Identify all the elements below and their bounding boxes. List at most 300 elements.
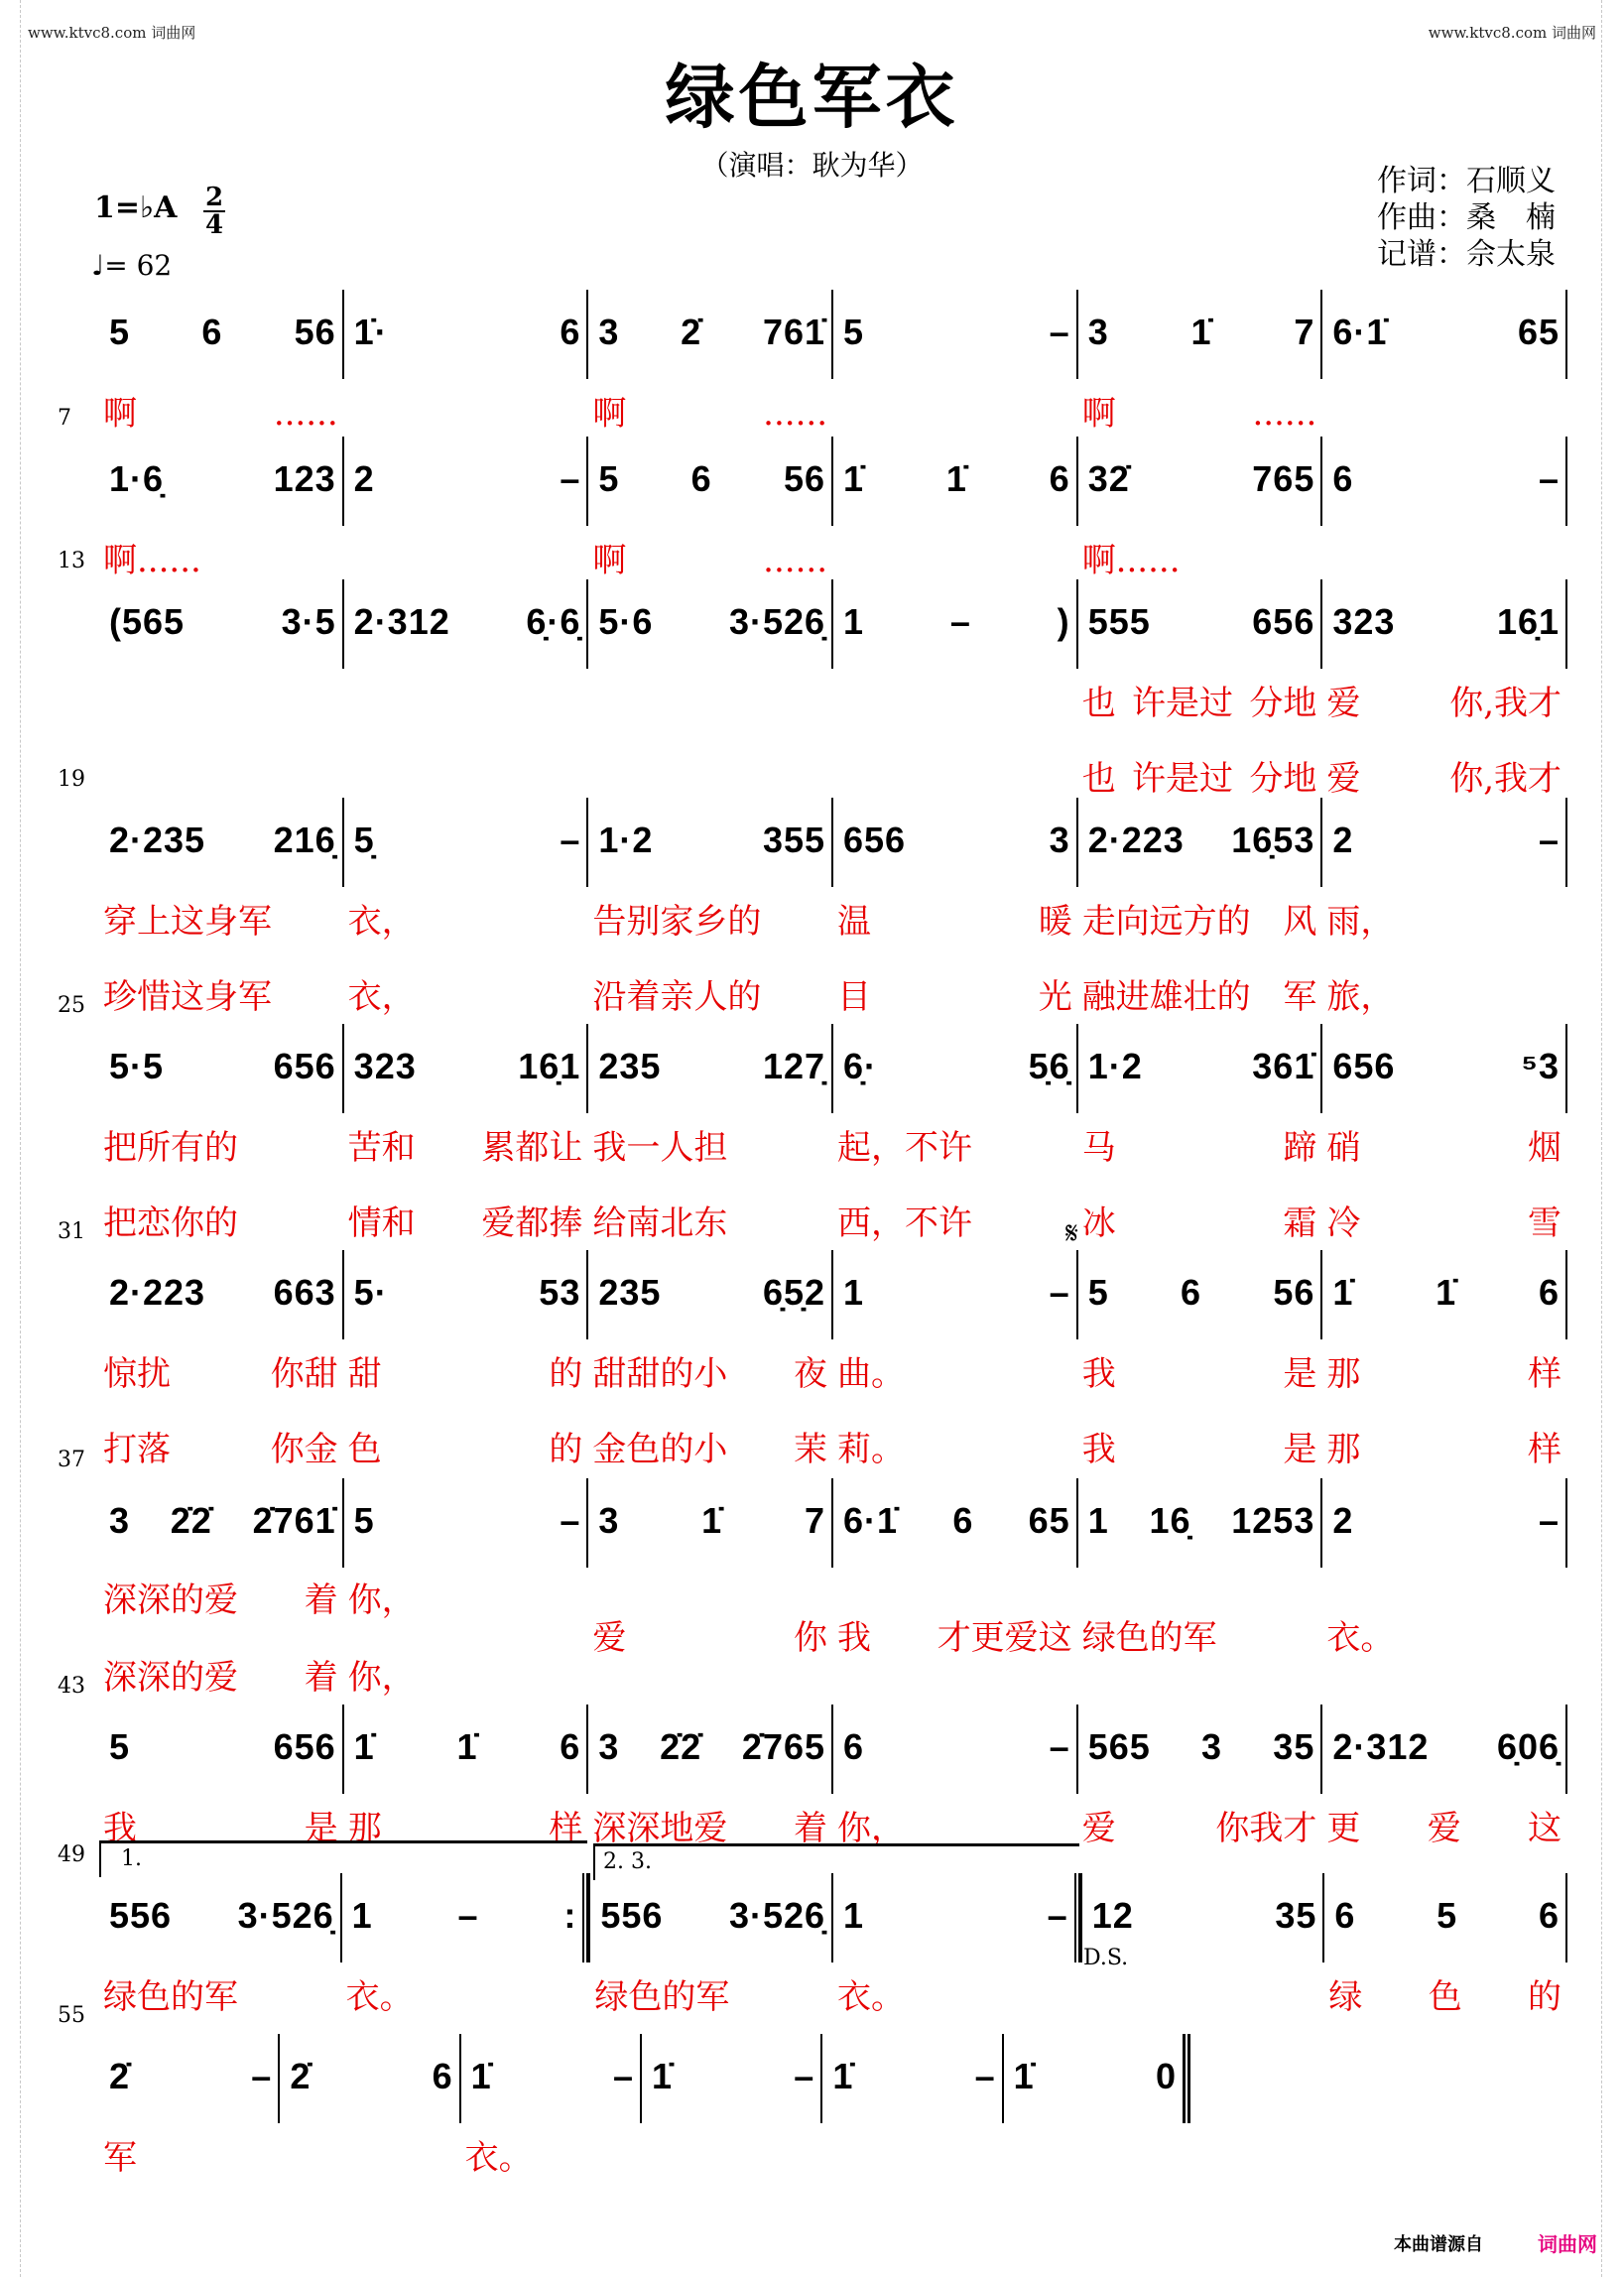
lyric-word: 更 (1326, 1809, 1361, 1848)
note-group: – (1047, 1895, 1068, 1936)
note-group: 6 (690, 458, 712, 499)
note-group: – (457, 1895, 479, 1936)
staff-row (99, 1024, 1567, 1243)
lyric-line (1082, 1619, 1317, 1657)
lyric-word: 目 (837, 977, 872, 1017)
lyric-word: 我 (837, 1618, 872, 1658)
lyric-line (1082, 903, 1317, 941)
measure-notes (109, 458, 336, 500)
note-group: 6 (560, 1726, 581, 1767)
note-group: 5·5 (109, 1046, 165, 1086)
lyric-line (348, 1581, 583, 1619)
singer-credit: （演唱：耿为华） (700, 149, 924, 182)
lyric-line (348, 1659, 583, 1697)
measure-notes (1088, 1046, 1315, 1087)
measure (1076, 579, 1321, 799)
measure-notes (1332, 820, 1560, 861)
note-group: 16̣1 (518, 1046, 581, 1086)
lyric-line (103, 395, 338, 433)
lyric-word: 你， (347, 1581, 416, 1620)
lyric-word: 光 (1038, 977, 1072, 1017)
lyric-line (837, 1810, 1072, 1847)
note-group: 65 (1028, 1500, 1070, 1541)
lyric-word: 绿色的军 (103, 1977, 238, 2017)
note-group: 35 (1275, 1895, 1317, 1936)
measure (831, 798, 1076, 1017)
note-group: 765 (1252, 458, 1315, 499)
staff-row (99, 1478, 1567, 1698)
measure-notes (598, 1500, 825, 1542)
measure-notes (843, 1272, 1070, 1314)
measure-notes (843, 1046, 1070, 1087)
note-group: ⁵3 (1521, 1046, 1561, 1086)
lyric-word: 那 (1326, 1430, 1361, 1469)
note-group: 235 (598, 1272, 662, 1313)
measure-notes (109, 601, 336, 643)
note-group: 35 (1273, 1726, 1315, 1767)
note-group: 1 (843, 1895, 865, 1936)
measure (1322, 1873, 1567, 2017)
note-group: 16̣53 (1231, 820, 1315, 860)
note-group: 12 (1091, 1895, 1134, 1936)
note-group: 216̣ (273, 820, 336, 860)
lyric-word: 苦和 (347, 1128, 416, 1168)
key-signature: 1=♭A (94, 190, 178, 225)
measure (99, 1024, 342, 1243)
staff-row (99, 290, 1567, 434)
measure-notes (354, 820, 581, 861)
lyric-word: 你金 (270, 1430, 338, 1469)
measure-notes (109, 2056, 272, 2097)
note-group: – (949, 601, 971, 642)
lyric-line (1326, 903, 1562, 941)
measure (831, 1478, 1076, 1658)
lyric-line (1082, 760, 1317, 798)
note-group: 5 (109, 1726, 131, 1767)
lyric-line (592, 395, 827, 433)
note-group: – (1049, 1726, 1070, 1767)
lyric-word: 是 (304, 1809, 338, 1848)
lyric-word: 是 (1283, 1354, 1317, 1394)
note-group: 6·1̇ (1332, 312, 1388, 352)
measure (586, 1024, 831, 1243)
measure-notes (1332, 601, 1560, 643)
lyric-word: 霜 (1283, 1203, 1317, 1243)
measure (588, 1873, 831, 2017)
measure-notes (354, 312, 581, 353)
measure-notes (843, 601, 1070, 643)
measure-notes (1088, 312, 1315, 353)
lyric-word: 夜 (794, 1354, 828, 1394)
lyric-word: 样 (549, 1809, 583, 1848)
measure (99, 1250, 342, 1469)
note-group: 3·526̣ (728, 601, 826, 642)
measure (342, 437, 587, 526)
measure (342, 579, 587, 669)
note-group: 6 (432, 2056, 453, 2096)
measure-number: 31 (58, 1219, 85, 1244)
lyric-word: 深深的爱 (103, 1581, 238, 1620)
lyric-word: 你,我才 (1449, 759, 1562, 799)
measure-notes (109, 1272, 336, 1314)
measure (640, 2034, 820, 2123)
note-group: – (560, 458, 581, 499)
lyric-line (103, 1978, 336, 2016)
composer-credit: 作曲：桑 楠 (1377, 200, 1556, 235)
lyric-line (837, 1204, 1072, 1242)
note-group: 65 (1517, 312, 1561, 352)
measure-number: 49 (58, 1842, 85, 1867)
measure-notes (1088, 1500, 1315, 1542)
measure (1076, 1024, 1321, 1243)
lyric-word: 分地 (1249, 759, 1317, 799)
note-group: – (1539, 458, 1561, 499)
lyric-word: 甜甜的小 (592, 1354, 728, 1394)
lyric-word: 我一人担 (592, 1128, 728, 1168)
note-group: 2·312 (1332, 1726, 1430, 1767)
measure-notes (1088, 601, 1315, 643)
note-group: 2 (353, 458, 375, 499)
lyric-word: 也 (1081, 684, 1116, 723)
measure-notes (1088, 1726, 1315, 1768)
measure-notes (471, 2056, 634, 2097)
lyric-word: 样 (1528, 1354, 1562, 1394)
note-group: 556 (109, 1895, 173, 1936)
measure (278, 2034, 458, 2123)
note-group: 32̇ (1087, 458, 1130, 499)
note-group: 2·312 (353, 601, 450, 642)
watermark-left: www.ktvc8.com 词曲网 (28, 24, 196, 42)
note-group: 1̇ (1436, 1272, 1457, 1313)
lyric-word: ...... (763, 394, 828, 434)
time-signature (203, 185, 225, 238)
lyric-word: 沿着亲人的 (592, 977, 762, 1017)
note-group: 5̣6̣ (1028, 1046, 1070, 1086)
measure (586, 1250, 831, 1469)
note-group: 656 (1332, 1046, 1396, 1086)
lyric-word: 绿 (1328, 1977, 1363, 2017)
lyric-line (837, 978, 1072, 1016)
measure-notes (832, 2056, 995, 2097)
lyric-word: 温 (837, 902, 872, 942)
measure-notes (843, 1726, 1070, 1768)
lyric-line (1328, 1978, 1562, 2016)
measure-notes (598, 458, 825, 500)
note-group: 16̣1 (1496, 601, 1561, 642)
measure (820, 2034, 1001, 2123)
lyric-word: 情和 (347, 1203, 416, 1243)
measure-notes (1088, 1272, 1315, 1314)
lyric-line (103, 1129, 338, 1167)
lyric-word: 我 (103, 1809, 137, 1848)
measure-notes (354, 1500, 581, 1542)
measure-notes (352, 1895, 577, 1937)
staff-row (99, 798, 1567, 1017)
lyric-word: 穿上这身军 (103, 902, 272, 942)
note-group: (565 (109, 601, 186, 642)
note-group: 1̇ (353, 1726, 375, 1767)
lyric-word: 雪 (1528, 1203, 1562, 1243)
note-group: 3 (598, 1500, 620, 1541)
note-group: 1 (1087, 1500, 1109, 1541)
measure (342, 798, 587, 1017)
note-group: 5 (353, 1500, 375, 1541)
lyric-word: 累都让 (481, 1128, 583, 1168)
note-group: 6 (201, 312, 223, 352)
staff-row (99, 2034, 1190, 2178)
measure (1320, 290, 1567, 379)
note-group: 3 (109, 1500, 131, 1541)
lyric-line (837, 903, 1072, 941)
note-group: 1̇ (456, 1726, 478, 1767)
footer-site-link[interactable]: 词曲网 (1538, 2232, 1597, 2256)
lyric-word: 着 (794, 1809, 828, 1848)
lyric-line (348, 903, 583, 941)
note-group: 1 (843, 601, 865, 642)
lyric-word: 甜 (347, 1354, 382, 1394)
measure (342, 290, 587, 379)
note-group: 6 (560, 312, 581, 352)
staff-row (99, 1873, 1567, 2017)
measure-notes (598, 312, 825, 353)
lyric-word: ...... (763, 541, 828, 580)
lyric-word: 爱 (1427, 1809, 1461, 1848)
note-group: 1̇ (651, 2056, 674, 2096)
lyric-word: 你,我才 (1449, 684, 1562, 723)
measure (831, 437, 1076, 526)
lyric-word: 军 (103, 2138, 137, 2178)
measure-number: 25 (58, 993, 85, 1018)
footer-source-label: 本曲谱源自 (1394, 2234, 1483, 2255)
measure-number: 19 (58, 767, 85, 792)
note-group: 1·6̣ (109, 458, 165, 499)
lyric-line (103, 1355, 338, 1393)
lyric-line (1082, 1204, 1317, 1242)
note-group: 3 (1049, 820, 1070, 860)
lyric-line (1326, 1619, 1562, 1657)
measure-number: 37 (58, 1448, 85, 1472)
note-group: 6 (843, 1726, 865, 1767)
note-group: 2·223 (109, 1272, 206, 1313)
lyric-line (837, 1129, 1072, 1167)
note-group: 5 (598, 458, 620, 499)
note-group: 123 (273, 458, 336, 499)
note-group: 6̣· (843, 1046, 878, 1086)
note-group: 1 (351, 1895, 373, 1936)
lyric-line (346, 1978, 579, 2016)
measure-notes (843, 1895, 1068, 1937)
note-group: 5 (1087, 1272, 1109, 1313)
measure (1320, 1705, 1567, 1848)
note-group: 663 (273, 1272, 336, 1313)
measure (831, 1024, 1076, 1243)
measure (831, 579, 1076, 669)
measure-notes (1014, 2056, 1177, 2097)
lyric-line (348, 1431, 583, 1468)
note-group: 1̇ (843, 458, 865, 499)
lyric-word: 你我才 (1215, 1809, 1317, 1848)
note-group: 3 (1201, 1726, 1223, 1767)
measure-notes (109, 1046, 336, 1087)
note-group: – (560, 1500, 581, 1541)
measure-notes (600, 1895, 825, 1937)
lyric-word: 着 (304, 1658, 338, 1698)
lyric-word: 军 (1283, 977, 1317, 1017)
note-group: 5̣ (353, 820, 375, 860)
transcriber-credit: 记谱：佘太泉 (1377, 237, 1556, 272)
lyric-word: 才更爱这 (937, 1618, 1072, 1658)
note-group: – (1539, 1500, 1561, 1541)
measure (340, 1873, 589, 2017)
time-signature-bottom: 4 (204, 210, 224, 240)
lyric-word: 给南北东 (592, 1203, 728, 1243)
lyric-line (837, 1355, 1072, 1393)
lyric-word: 衣， (347, 902, 416, 942)
note-group: – (974, 2056, 996, 2096)
note-group: 2̇761̇ (252, 1500, 336, 1541)
note-group: 7 (804, 1500, 825, 1541)
note-group: 656 (273, 1726, 336, 1767)
measure (1076, 1250, 1321, 1469)
measure-number: 55 (58, 2003, 85, 2028)
lyric-word: ...... (273, 394, 338, 434)
lyric-word: 打落 (103, 1430, 171, 1469)
volta-bracket-1 (99, 1840, 587, 1877)
note-group: : (563, 1895, 577, 1936)
measure (99, 2034, 278, 2178)
note-group: 2 (1332, 1500, 1354, 1541)
lyric-line (1082, 1810, 1317, 1847)
measure (99, 1705, 342, 1848)
measure-notes (1088, 458, 1315, 500)
note-group: 6·1̇ (843, 1500, 899, 1541)
lyric-word: 爱 (1326, 759, 1361, 799)
measure (1076, 290, 1321, 434)
note-group: – (1049, 1272, 1070, 1313)
song-title: 绿色军衣 (665, 57, 959, 138)
lyric-word: 啊 (1081, 394, 1116, 434)
measure (342, 1250, 587, 1469)
note-group: 355 (762, 820, 826, 860)
measure (1076, 798, 1321, 1017)
staff-row (99, 1705, 1567, 1848)
lyric-line (348, 1355, 583, 1393)
note-group: 3 (598, 312, 620, 352)
note-group: 6̣06̣ (1496, 1726, 1561, 1767)
note-group: 6 (1181, 1272, 1202, 1313)
measure-number: 43 (58, 1674, 85, 1699)
measure-number: 7 (58, 406, 71, 431)
measure-notes (109, 1726, 336, 1768)
note-group: 1̇ (945, 458, 967, 499)
lyric-word: 马 (1081, 1128, 1116, 1168)
measure-notes (1332, 1500, 1560, 1542)
note-group: 2·223 (1087, 820, 1185, 860)
lyric-word: 那 (1326, 1354, 1361, 1394)
lyric-word: 你甜 (270, 1354, 338, 1394)
lyric-word: 衣。 (837, 1977, 906, 2017)
note-group: 761̇ (762, 312, 826, 352)
note-group: 1·2 (598, 820, 654, 860)
note-group: 556 (600, 1895, 664, 1936)
note-group: 5 (1437, 1895, 1458, 1936)
lyric-word: 冰 (1081, 1203, 1116, 1243)
measure (586, 1705, 831, 1848)
note-group: 2·235 (109, 820, 206, 860)
measure (342, 1705, 587, 1848)
measure (459, 2034, 640, 2178)
note-group: 6 (1049, 458, 1070, 499)
measure (1320, 579, 1567, 799)
lyricist-credit: 作词：石顺义 (1377, 164, 1556, 198)
note-group: – (794, 2056, 815, 2096)
note-group: 656 (1252, 601, 1315, 642)
lyric-line (1082, 1431, 1317, 1468)
lyric-word: 深深的爱 (103, 1658, 238, 1698)
note-group: 323 (1332, 601, 1396, 642)
measure-notes (843, 312, 1070, 353)
measure-notes (1334, 1895, 1560, 1937)
measure (831, 1705, 1076, 1848)
lyric-word: 惊扰 (103, 1354, 171, 1394)
lyric-line (592, 903, 827, 941)
lyric-word: 我 (1081, 1430, 1116, 1469)
note-group: 2̇ (681, 312, 702, 352)
lyric-word: 起，不许 (837, 1128, 973, 1168)
lyric-word: 冷 (1326, 1203, 1361, 1243)
lyric-word: 蹄 (1283, 1128, 1317, 1168)
lyric-word: 雨， (1326, 902, 1395, 942)
lyric-line (1082, 1129, 1317, 1167)
measure (99, 1873, 340, 2017)
note-group: 1̇ (1013, 2056, 1035, 2096)
volta-bracket-2 (593, 1843, 1079, 1880)
measure-notes (1332, 458, 1560, 500)
lyric-line (1326, 1204, 1562, 1242)
lyric-line (103, 978, 338, 1016)
lyric-line (348, 978, 583, 1016)
lyric-line (1326, 978, 1562, 1016)
lyric-line (348, 1204, 583, 1242)
volta-1-label: 1. (121, 1846, 142, 1871)
lyric-word: 色 (1428, 1977, 1462, 2017)
note-group: 16̣ (1149, 1500, 1191, 1541)
lyric-word: 衣。 (464, 2138, 533, 2178)
note-group: 6 (1538, 1272, 1561, 1313)
lyric-word: 绿色的军 (1081, 1618, 1217, 1658)
measure-notes (598, 1272, 825, 1314)
measure-notes (843, 820, 1070, 861)
note-group: 1 (843, 1272, 865, 1313)
lyric-line (1326, 760, 1562, 798)
note-group: 56 (294, 312, 336, 352)
note-group: 235 (598, 1046, 662, 1086)
measure (586, 1478, 831, 1658)
lyric-word: 告别家乡的 (592, 902, 762, 942)
lyric-line (594, 1978, 827, 2016)
lyric-word: 金色的小 (592, 1430, 728, 1469)
lyric-line (103, 542, 338, 579)
note-group: 3·526̣ (237, 1895, 334, 1936)
note-group: 1̇ (1332, 1272, 1354, 1313)
lyric-word: 走向远方的 (1081, 902, 1251, 942)
measure-notes (109, 1895, 334, 1937)
lyric-word: 啊...... (1081, 541, 1181, 580)
note-group: 3 (598, 1726, 620, 1767)
note-group: ) (1057, 601, 1070, 642)
lyric-word: 衣， (347, 977, 416, 1017)
note-group: 2̇2̇ (170, 1500, 212, 1541)
